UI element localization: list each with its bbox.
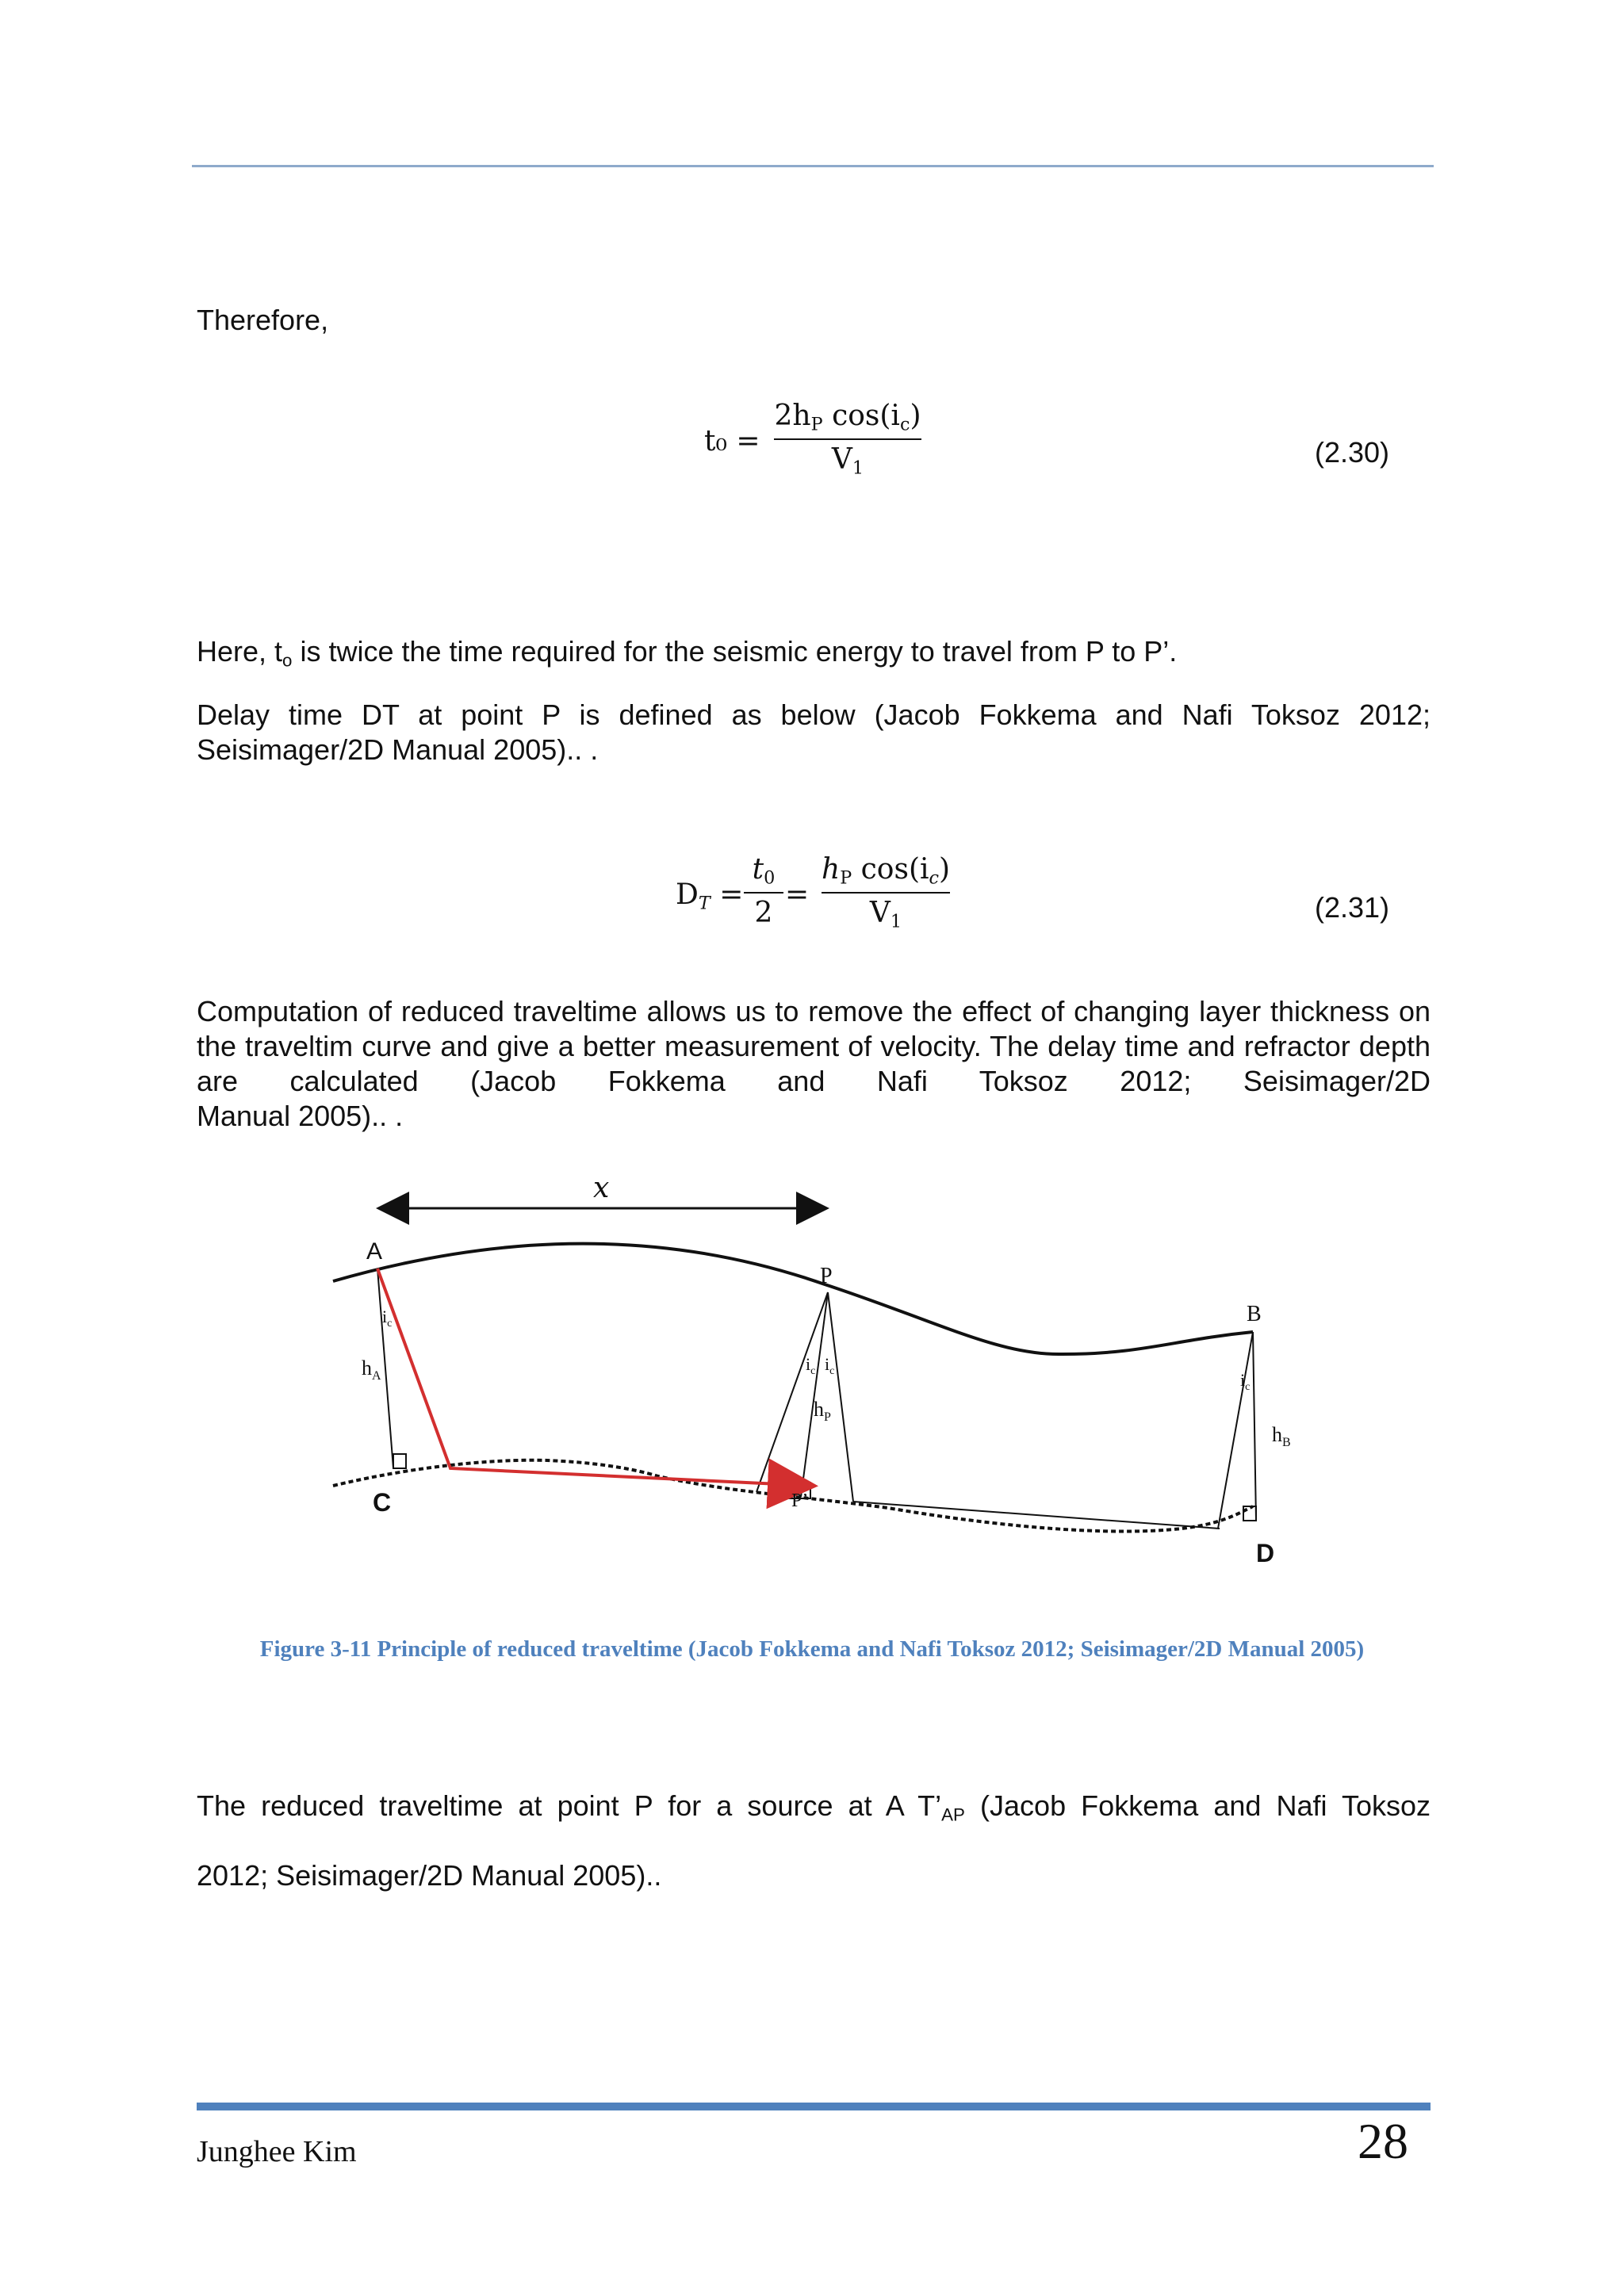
- reduced-traveltime-figure: [317, 1165, 1316, 1578]
- header-rule: [192, 165, 1434, 167]
- label-b: B: [1247, 1302, 1262, 1326]
- para-here: Here, $t_o$ is twice the time required for the seismic energy to travel from P to P’.: [197, 635, 1178, 671]
- para-reduced-line1: The reduced traveltime at point P for a source at A $T’_{AP}$ (Jacob Fokkema and Nafi Toksoz: [197, 1789, 1431, 1825]
- eq-230-lhs: t₀ =: [704, 425, 760, 457]
- eq-230-denominator: $V_1$: [831, 442, 864, 479]
- page-number: 28: [1358, 2113, 1408, 2169]
- label-c: C: [373, 1488, 392, 1517]
- therefore-text: Therefore,: [197, 304, 329, 336]
- para-computation: Computation of reduced traveltime allows us to remove the effect of changing layer thickness on the traveltim curve and give a better measurement of velocity. The delay time and refractor depth are calculated (Jacob Fokkema and Nafi Toksoz 2012; Seisimager/2D Manual 2005).. .: [197, 995, 1431, 1132]
- eq-231-fraction-2: $h_P$ $\cos(i_c)$ $V_1$: [822, 853, 951, 932]
- label-hp: $h_P$: [814, 1398, 831, 1424]
- label-ha: $h_A$: [362, 1357, 381, 1383]
- para-reduced-line2: 2012; Seisimager/2D Manual 2005)..: [197, 1859, 662, 1892]
- eq-231-fraction-1: $t_0$ 2: [744, 853, 783, 929]
- eq-230-number: (2.30): [1315, 436, 1390, 469]
- refracted-ray-path: [377, 1269, 812, 1486]
- para-delay: Delay time DT at point P is defined as below (Jacob Fokkema and Nafi Toksoz 2012; Seisimager/2D Manual 2005).. .: [197, 698, 1431, 766]
- label-x: x: [593, 1172, 610, 1204]
- label-d: D: [1256, 1539, 1275, 1567]
- label-ic-a: $i_c$: [382, 1307, 393, 1330]
- label-ic-p1: $i_c$: [806, 1354, 816, 1377]
- label-p: P: [820, 1264, 833, 1288]
- eq-230-fraction: [774, 400, 921, 478]
- label-ic-b: $i_c$: [1240, 1370, 1251, 1393]
- eq-231-number: (2.31): [1315, 891, 1390, 924]
- footer-rule: [197, 2103, 1431, 2110]
- label-hb: $h_B$: [1272, 1423, 1291, 1449]
- figure-caption: Figure 3-11 Principle of reduced traveltime (Jacob Fokkema and Nafi Toksoz 2012; Seisimager/2D Manual 2005): [259, 1636, 1365, 1662]
- eq-231-equals: =: [785, 878, 810, 911]
- ground-surface: [333, 1244, 1253, 1354]
- footer-author: Junghee Kim: [197, 2135, 357, 2168]
- ha-line: [377, 1269, 393, 1468]
- label-a: A: [366, 1238, 383, 1265]
- label-ic-p2: $i_c$: [825, 1354, 835, 1377]
- label-p-prime: P’: [791, 1490, 809, 1511]
- eq-230-numerator: $2h_P$ $\cos(i_c)$: [774, 400, 921, 435]
- eq-231-lhs: $D_T$ =: [676, 878, 744, 914]
